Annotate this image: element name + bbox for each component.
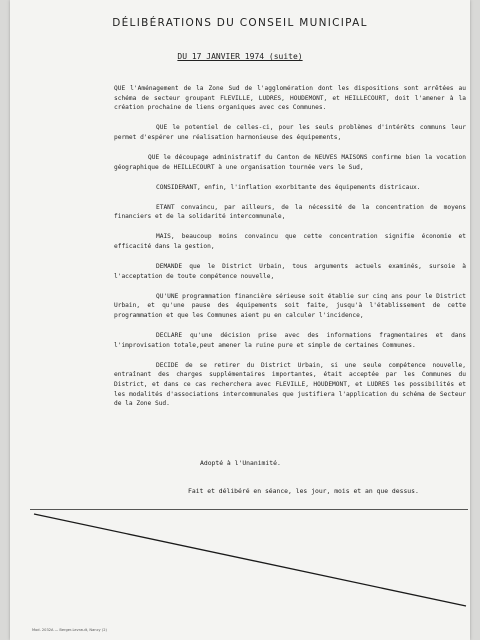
paragraph-8: QU'UNE programmation financière sérieuse soit établie sur cinq ans pour le District Urbain, et qu'une pause des équipements soit faite, jusqu'à l'établissement de cette programmation et que les Communes aient pu en calculer l'incidence, (114, 292, 466, 319)
paragraph-2: QUE le potentiel de celles-ci, pour les seuls problèmes d'intérêts communs leur permet d'espérer une réalisation harmonieuse des équipements, (114, 124, 466, 141)
paragraph-1: QUE l'Aménagement de la Zone Sud de l'agglomération dont les dispositions sont arrêtées au schéma de secteur groupant FLEVILLE, LUDRES, HOUDEMONT, et HEILLECOURT, doit l'amener à la création prochaine de liens organiques avec ces Communes. (114, 85, 466, 112)
paragraph-3: QUE le découpage administratif du Canton de NEUVES MAISONS confirme bien la vocation géographique de HEILLECOURT à une organisation tournée vers le Sud, (114, 153, 466, 171)
cancellation-diagonal-line (10, 0, 470, 640)
paragraph-4: CONSIDERANT, enfin, l'inflation exorbitante des équipements districaux. (156, 183, 421, 191)
paragraph-10: DECIDE de se retirer du District Urbain, si une seule compétence nouvelle, entraînant des charges supplémentaires importantes, était acceptée par les Communes du District, et dans ce cas rechercherа avec FLEVILLE, HOUDEMONT, et LUDRES les possibilités et les modalités d'associations intercommunales que justifiera l'application du schéma de Secteur de la Zone Sud. (114, 361, 466, 408)
closing-statement: Fait et délibéré en séance, les jour, mois et an que dessus. (188, 487, 419, 495)
paragraph-5: ETANT convaincu, par ailleurs, de la nécessité de la concentration de moyens financiers et de la solidarité intercommunale, (114, 203, 466, 221)
paragraph-6: MAIS, beaucoup moins convaincu que cette concentration signifie économie et efficacité dans la gestion, (114, 233, 466, 251)
paragraph-7: DEMANDE que le District Urbain, tous arguments actuels examinés, sursoie à l'acceptation de toute compétence nouvelle, (114, 263, 466, 280)
adoption-statement: Adopté à l'Unanimité. (200, 459, 281, 467)
paragraph-9: DECLARE qu'une décision prise avec des informations fragmentaires et dans l'improvisation totale,peut amener la ruine pure et simple de certaines Communes. (114, 332, 466, 349)
session-date-text: DU 17 JANVIER 1974 (suite) (177, 52, 303, 61)
page-title: DÉLIBÉRATIONS DU CONSEIL MUNICIPAL (112, 17, 368, 29)
document-page (10, 0, 470, 640)
printer-footer: Mod. 2032A — Berger-Levrault, Nancy (2) (32, 628, 107, 632)
